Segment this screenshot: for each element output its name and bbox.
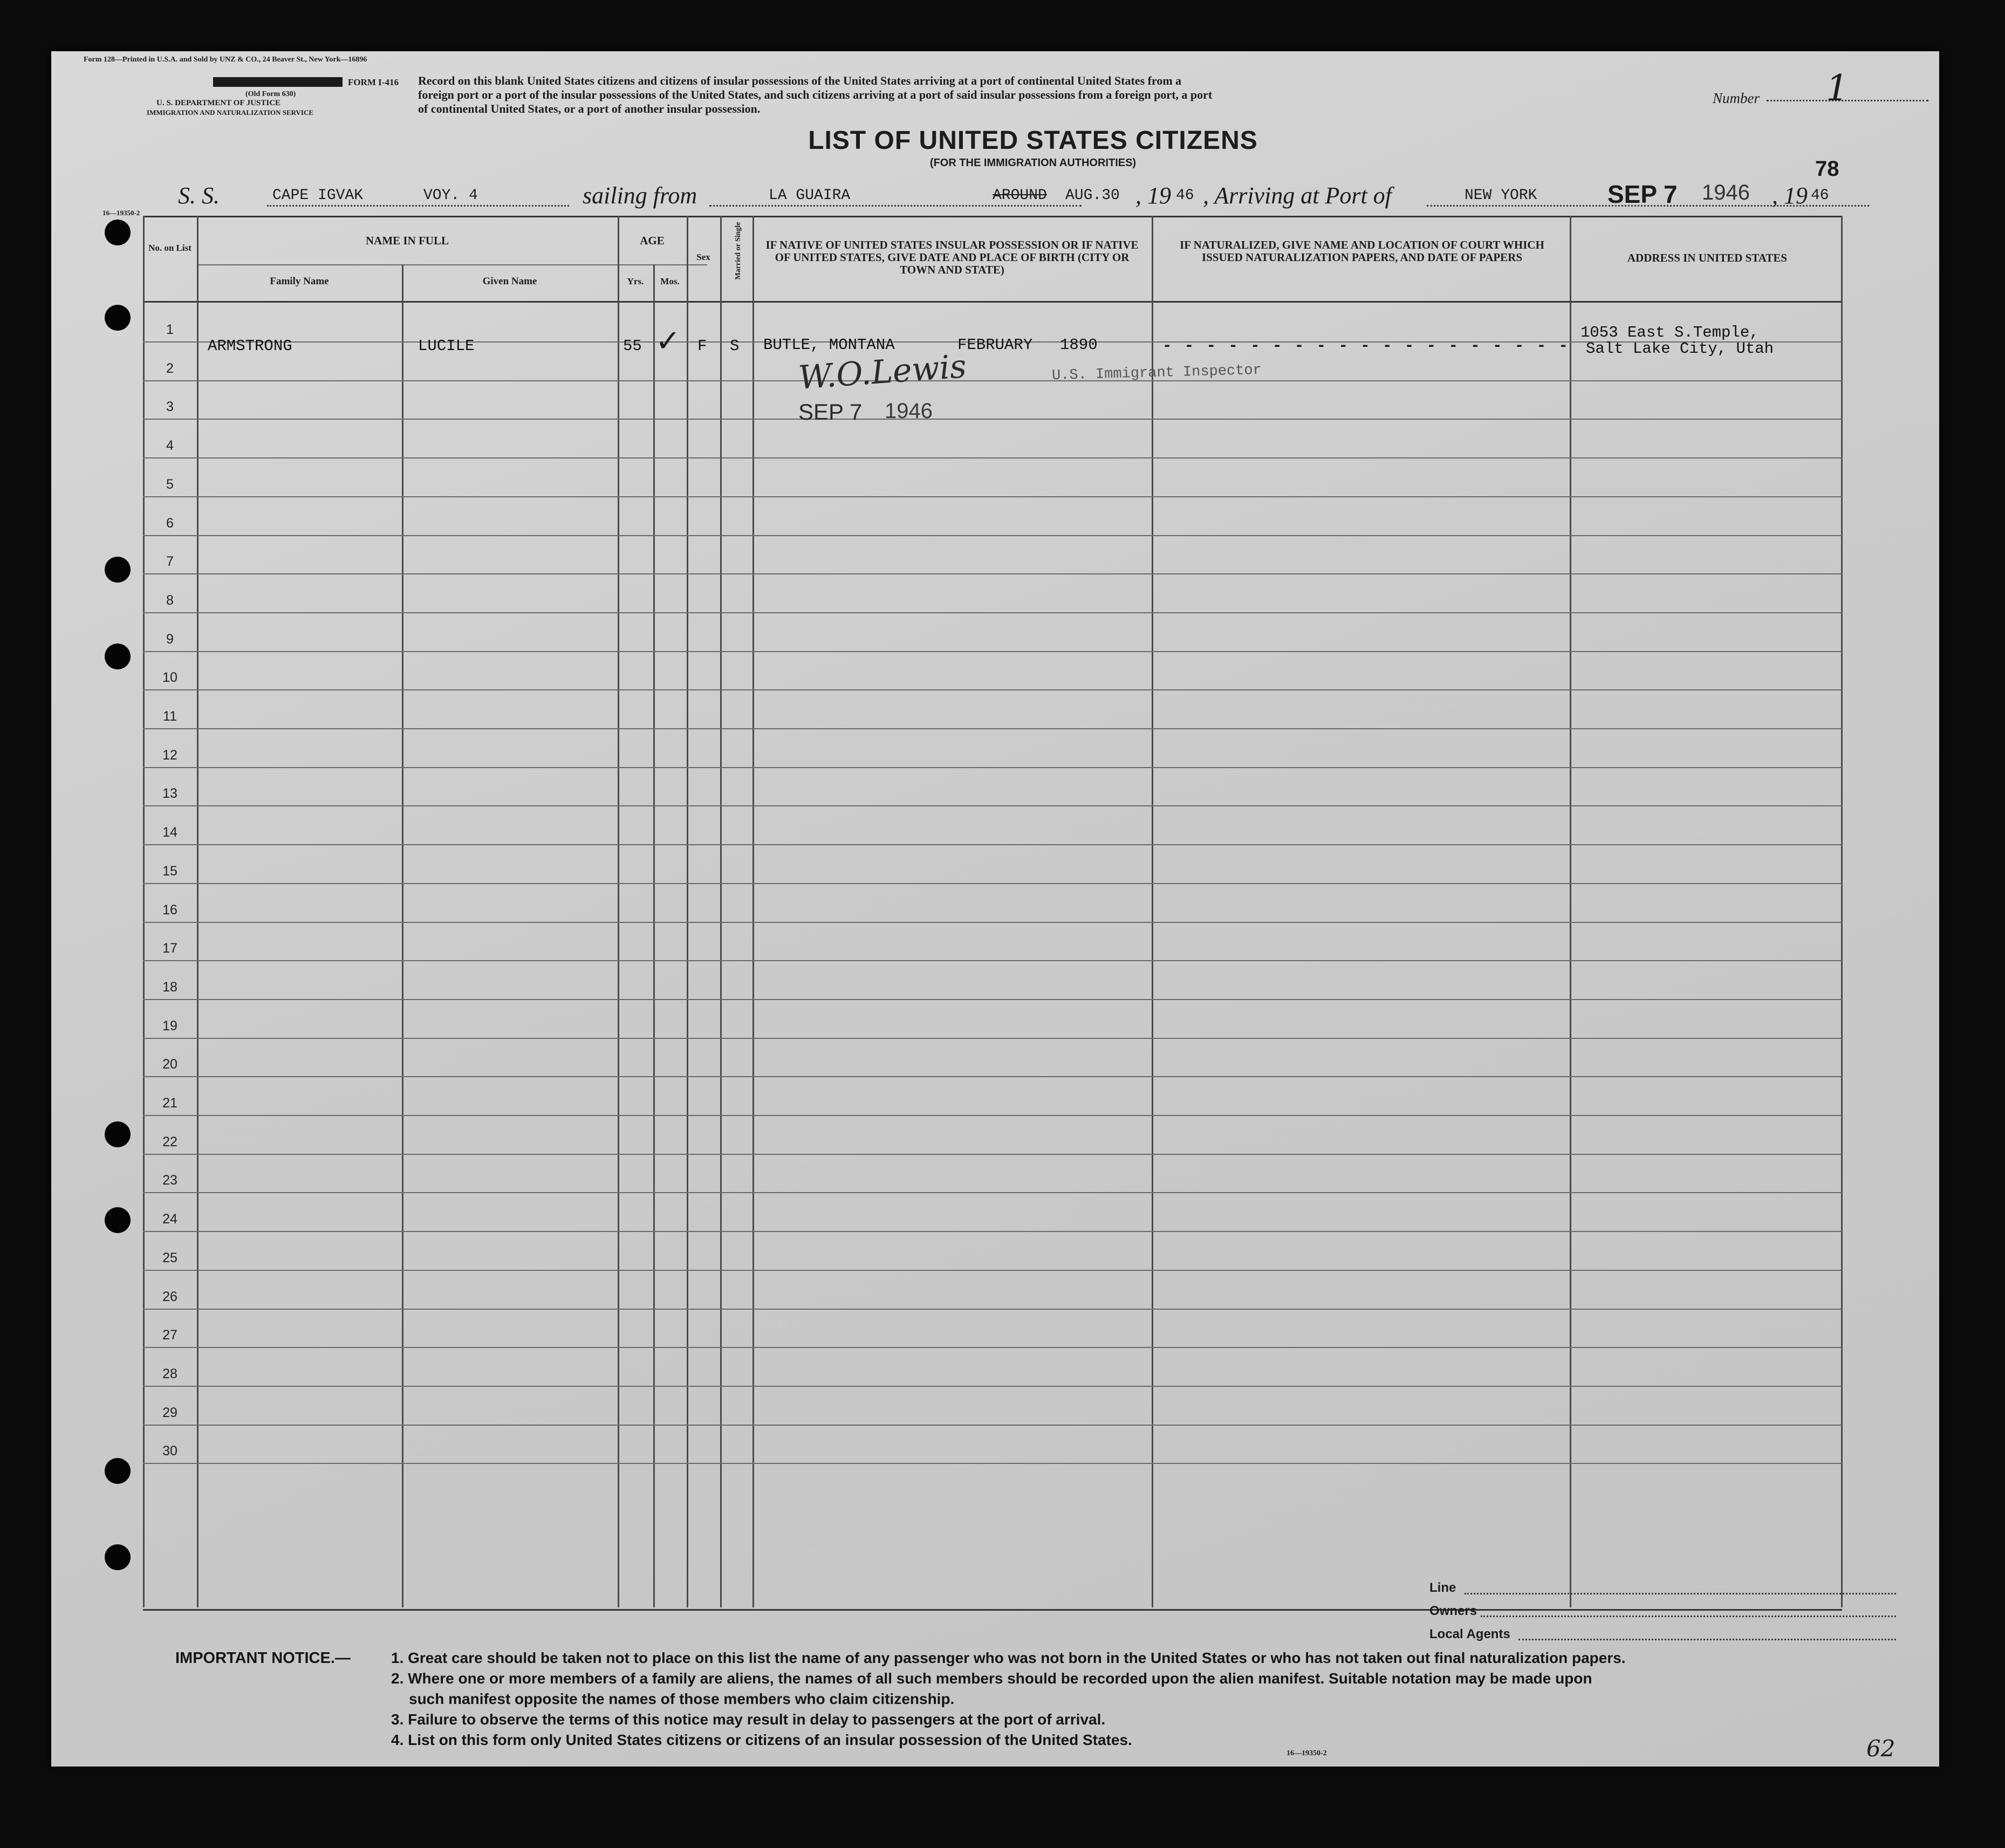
row-rule <box>143 1386 1842 1387</box>
footer-agents-label: Local Agents <box>1429 1627 1510 1641</box>
header-yrs: Yrs. <box>627 276 644 286</box>
row-rule <box>143 1076 1842 1077</box>
row-rule <box>143 922 1842 923</box>
row-rule <box>143 651 1842 652</box>
entry-given-name: LUCILE <box>418 337 475 355</box>
instruction-line-3: of continental United States, or a port of another insular possession. <box>418 102 761 115</box>
punch-hole <box>105 557 131 583</box>
row-rule <box>143 573 1842 574</box>
inspector-signature: W.O.Lewis <box>797 347 968 397</box>
row-number: 25 <box>162 1250 177 1265</box>
header-mos: Mos. <box>660 276 680 286</box>
table-frame <box>143 216 1842 1611</box>
entry-birth-month: FEBRUARY <box>957 336 1033 354</box>
col-line-1 <box>197 216 199 1607</box>
entry-mos-checkmark: ✓ <box>655 324 681 359</box>
col-line-10 <box>1841 216 1843 1607</box>
row-number: 29 <box>162 1405 177 1420</box>
arrival-year: 46 <box>1811 187 1829 204</box>
redaction-bar <box>213 77 343 87</box>
ship-blank <box>267 205 569 207</box>
arrival-port: NEW YORK <box>1465 187 1537 204</box>
row-rule <box>143 496 1842 497</box>
sail-year: 46 <box>1176 187 1194 204</box>
row-rule <box>143 612 1842 613</box>
row-rule <box>143 805 1842 806</box>
header-age: AGE <box>640 234 665 247</box>
row-number: 3 <box>166 399 174 415</box>
number-label: Number <box>1713 90 1760 106</box>
side-code: 16—19350-2 <box>102 209 140 217</box>
notice-4: 4. List on this form only United States citizens or citizens of an insular possession of the United States. <box>391 1731 1132 1748</box>
row-rule <box>143 1154 1842 1155</box>
row-number: 13 <box>162 786 177 802</box>
notice-2: 2. Where one or more members of a family are aliens, the names of all such members should be recorded upon the alien manifest. Suitable notation may be made upon <box>391 1670 1592 1687</box>
row-rule <box>143 1347 1842 1348</box>
sail-date: AUG.30 <box>1065 187 1120 204</box>
entry-address-line1: 1053 East S.Temple, <box>1580 324 1759 341</box>
struck-word: AROUND <box>993 187 1047 204</box>
punch-hole <box>105 1121 131 1147</box>
entry-family-name: ARMSTRONG <box>208 337 292 355</box>
row-rule <box>143 380 1842 381</box>
row-rule <box>143 457 1842 458</box>
row-rule <box>143 1309 1842 1310</box>
header-divider <box>143 301 1842 303</box>
row-rule <box>143 1192 1842 1193</box>
row-number: 19 <box>162 1018 177 1033</box>
row-rule <box>143 1270 1842 1271</box>
col-line-9 <box>1570 216 1571 1607</box>
row-number: 10 <box>162 670 177 686</box>
punch-hole <box>105 644 131 669</box>
printer-line: Form 128—Printed in U.S.A. and Sold by UNZ & CO., 24 Beaver St., New York—16896 <box>84 56 367 64</box>
footer-line-blank <box>1465 1593 1896 1594</box>
col-line-2 <box>402 264 403 1607</box>
entry-birth-place: BUTLE, MONTANA <box>763 336 895 354</box>
punch-hole <box>105 1544 131 1570</box>
row-number: 20 <box>162 1057 177 1072</box>
row-rule <box>143 728 1842 729</box>
header-name-in-full: NAME IN FULL <box>365 234 449 247</box>
punch-hole <box>105 1207 131 1233</box>
row-number: 15 <box>162 863 177 879</box>
punch-hole <box>105 220 131 245</box>
notice-title: IMPORTANT NOTICE.— <box>175 1649 351 1667</box>
row-rule <box>143 883 1842 884</box>
row-number: 22 <box>162 1134 177 1149</box>
row-number: 2 <box>166 360 174 376</box>
from-blank <box>709 205 1082 207</box>
inspector-stamp-year: 1946 <box>885 399 933 423</box>
number-value: 1 <box>1826 67 1849 109</box>
header-given-name: Given Name <box>482 276 537 287</box>
header-birth: IF NATIVE OF UNITED STATES INSULAR POSSESSION OR IF NATIVE OF UNITED STATES, GIVE DATE AND PLACE OF BIRTH (CITY OR TOWN AND STATE) <box>765 238 1139 276</box>
col-line-0 <box>143 216 145 1607</box>
bottom-code: 16—19350-2 <box>1287 1749 1327 1757</box>
col-line-8 <box>1152 216 1153 1607</box>
footer-line-label: Line <box>1429 1580 1456 1595</box>
row-number: 16 <box>162 902 177 918</box>
row-number: 9 <box>166 631 174 647</box>
row-rule <box>143 1231 1842 1232</box>
row-number: 21 <box>162 1096 177 1111</box>
row-rule <box>143 1463 1842 1464</box>
age-subheader-line <box>618 264 707 265</box>
row-number: 14 <box>162 825 177 840</box>
row-rule <box>143 999 1842 1000</box>
col-line-3 <box>618 216 619 1607</box>
manifest-sheet <box>51 51 1939 1767</box>
arrival-stamp-year: 1946 <box>1702 181 1750 204</box>
voyage-number: VOY. 4 <box>423 187 478 204</box>
row-number: 1 <box>166 322 174 337</box>
arrival-stamp-date: SEP 7 <box>1607 180 1678 208</box>
ss-label: S. S. <box>178 182 220 209</box>
row-number: 12 <box>162 747 177 763</box>
instruction-line-2: foreign port or a port of the insular possessions of the United States, and such citizens arriving at a port of said insular possessions from a foreign port, a port <box>418 88 1213 101</box>
arriving-label: , Arriving at Port of <box>1203 182 1392 209</box>
row-number: 11 <box>163 709 177 724</box>
page-mark: 62 <box>1866 1735 1895 1762</box>
header-sex: Sex <box>696 252 710 262</box>
old-form: (Old Form 630) <box>245 90 296 98</box>
row-number: 7 <box>166 554 174 570</box>
form-number: FORM I-416 <box>348 77 399 87</box>
row-rule <box>143 419 1842 420</box>
entry-naturalized-dash: - - - - - - - - - - - - - - - - - - - <box>1162 337 1570 355</box>
row-rule <box>143 535 1842 536</box>
page-title: LIST OF UNITED STATES CITIZENS <box>808 126 1258 155</box>
header-no-on-list: No. on List <box>148 243 191 253</box>
row-number: 23 <box>162 1173 177 1188</box>
header-family-name: Family Name <box>270 276 329 287</box>
handwritten-ref: 78 <box>1815 157 1839 181</box>
col-line-7 <box>752 216 754 1607</box>
footer-owners-blank <box>1481 1616 1896 1617</box>
footer-owners-label: Owners <box>1429 1604 1477 1618</box>
name-subheader-line <box>197 264 672 265</box>
row-number: 4 <box>166 438 174 454</box>
entry-birth-year: 1890 <box>1060 336 1098 354</box>
ship-name: CAPE IGVAK <box>272 187 364 204</box>
row-number: 8 <box>166 592 174 608</box>
row-number: 26 <box>162 1289 177 1304</box>
footer-agents-blank <box>1518 1639 1896 1640</box>
col-line-5 <box>687 216 688 1607</box>
row-number: 5 <box>166 476 174 492</box>
row-number: 27 <box>162 1327 177 1343</box>
header-naturalized: IF NATURALIZED, GIVE NAME AND LOCATION OF COURT WHICH ISSUED NATURALIZATION PAPERS, AND DATE OF PAPERS <box>1180 238 1544 264</box>
from-port: LA GUAIRA <box>769 187 851 204</box>
inspector-title: U.S. Immigrant Inspector <box>1051 362 1262 385</box>
row-rule <box>143 1038 1842 1039</box>
row-number: 18 <box>162 979 177 995</box>
row-rule <box>143 689 1842 690</box>
row-rule <box>143 844 1842 845</box>
row-rule <box>143 960 1842 961</box>
col-line-6 <box>720 216 722 1607</box>
row-number: 28 <box>162 1366 177 1381</box>
instructions <box>418 74 1675 116</box>
row-number: 6 <box>166 515 174 531</box>
arrival-year-prefix: , 19 <box>1772 182 1808 209</box>
header-address: ADDRESS IN UNITED STATES <box>1627 251 1788 264</box>
row-rule <box>143 767 1842 768</box>
row-rule <box>143 1115 1842 1116</box>
page-subtitle: (FOR THE IMMIGRATION AUTHORITIES) <box>929 157 1137 169</box>
notice-3: 3. Failure to observe the terms of this notice may result in delay to passengers at the port of arrival. <box>391 1711 1106 1728</box>
service-name: IMMIGRATION AND NATURALIZATION SERVICE <box>147 108 314 117</box>
row-number: 30 <box>162 1443 177 1459</box>
notice-2-cont: such manifest opposite the names of those members who claim citizenship. <box>409 1690 955 1707</box>
dept-name: U. S. DEPARTMENT OF JUSTICE <box>156 99 281 107</box>
sailing-label: sailing from <box>583 182 697 209</box>
inspector-stamp-date: SEP 7 <box>798 399 863 425</box>
entry-marital: S <box>730 337 740 355</box>
row-number: 24 <box>162 1212 177 1227</box>
entry-yrs: 55 <box>623 337 642 355</box>
punch-hole <box>105 1458 131 1484</box>
punch-hole <box>105 305 131 331</box>
entry-sex: F <box>697 337 707 355</box>
row-rule <box>143 1425 1842 1426</box>
sail-year-prefix: , 19 <box>1135 182 1171 209</box>
header-married-single: Married or Single <box>734 222 742 280</box>
entry-address-line2: Salt Lake City, Utah <box>1586 340 1774 358</box>
col-line-4 <box>653 264 655 1607</box>
row-number: 17 <box>162 941 177 956</box>
notice-1: 1. Great care should be taken not to place on this list the name of any passenger who was not born in the United States or who has not taken out final naturalization papers. <box>391 1649 1626 1666</box>
instruction-line-1: Record on this blank United States citizens and citizens of insular possessions of the United States arriving at a port of continental United States from a <box>418 74 1182 87</box>
